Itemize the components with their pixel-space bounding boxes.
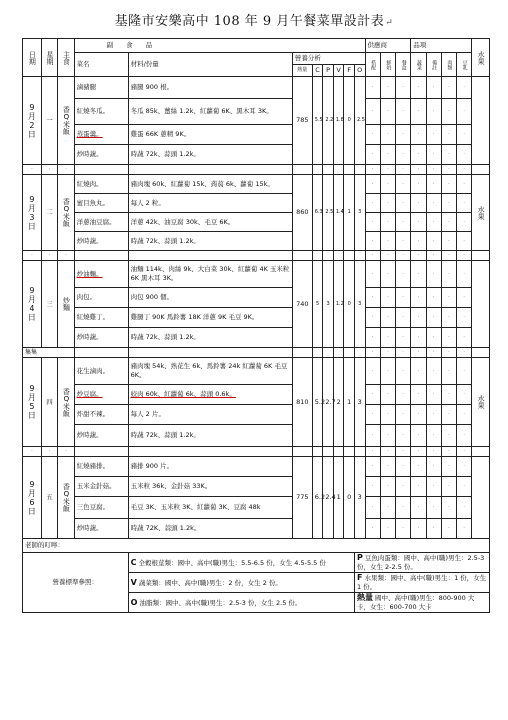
dish-ing: 時蔬 72k、蒜頭 1.2k。 bbox=[128, 328, 292, 348]
menu-table: 日期 星期 主食 副 食 品 供應商 品項 水果 菜名 材料/份量 營養分析 搭配 鮮奶 餐盒 蔬菜 備註 肉類 豆乳 熱量 C P V F O 9 月 2 日 一 香Q米飯 滷豬腿 豬腿 900 根。 785 5.5 2.2 1.8 0 2.5 · · · · · · · 紅燒冬瓜。 冬瓜 85k、薑絲 1.2k、紅蘿蔔 6K、黑木耳 3K。 · · · · · · · 蒸蛋羹。 雞蛋 66K 蔥精 9K。 · · · · · · · 炒時蔬。 時蔬 72k、蒜頭 1.2k。 · · · · · · · · · · · · · · · · · 9 月 3 日 二 香Q米飯 紅燒肉。 豬肉塊 60k、紅蘿蔔 15k、蒟蒻 6k、蘿蔔 15k。 860 6.3 2.5 1.4 1 3 · · · · · · · 水果 蜜目魚丸。 每人 2 粒。 · · · · · · · 洋蔥油豆腐。 洋蔥 42k、油豆腐 30k、毛豆 6K。 · · · · · · · 炒時蔬。 時蔬 72k、蒜頭 1.2k。 · · · · · · · · · · · · · · · · · 9 月 4 日 三 炒麵 炒油麵。 油麵 114k、肉絲 9k、大白菜 30k、紅蘿蔔 4K 玉米粒 6K 黑木耳 3K。 740 5 3 1.2 0 3 · · · · · · · 肉包。 肉包 900 個。 · · · · · · · 紅燒雞丁。 雞腿丁 90K 馬鈴薯 18K 洋蔥 9K 毛豆 9K。 · · · · · · · 炒時蔬。 時蔬 72k、蒜頭 1.2k。 · · · · · · · 集集 · · · · · · · 9 月 5 日 四 香Q米飯 花生滷肉。 豬肉塊 54k、熟花生 6k、馬鈴薯 24k 紅蘿蔔 6K 毛豆 6K。 810 5.2 2.7 2 1 3 · · · · · · · 水果 炒豆腐。 絞肉 60k、紅蘿蔔 6k、蒜頭 0.6k。 · · · · · · · 炸甜不辣。 每人 2 片。 · · · · · · · 炒時蔬。 時蔬 72k、蒜頭 1.2k。 · · · · · · · · · · · · · · · · · 9 月 6 日 五 香Q米飯 紅燒豬排。 豬排 900 片。 775 6.2 2.4 1 0 3 · · · · · · · 玉米金針菇。 玉米粒 36k、金針菇 33K。 · · · · · · · 三色豆腐。 毛豆 3K、玉米粒 3K、紅蘿蔔 3K、豆腐 48k · · · · · · · 炒時蔬。 時蔬 72K、蒜頭 1.2k。 · · · · · · · 老師的叮嚀： 營養標準參照： C 全穀根莖類：國中、高中(職)男生：5.5-6.5 份，女生 4.5-5.5 份 P 豆魚肉蛋類：國中、高中(職)男生：2.5-3 份，女生 2-2.5 份。 V 蔬菜類：國中、高中(職)男生：2 份，女生 2 份。 F 水果類：國中、高中(職)男生：1 份，女生 1 份。 O 油脂類：國中、高中(職)男生：2.5-3 份，女生 2.5 份。 熱量 國中、高中(職)男生：800-900 大卡，女生：600-700 大卡 bbox=[22, 38, 490, 613]
header-weekday: 星期 bbox=[41, 39, 57, 77]
dish-ing: 肉包 900 個。 bbox=[128, 288, 292, 308]
header-small-7: 豆乳 bbox=[457, 53, 472, 77]
header-nutrition: 營養分析 bbox=[292, 53, 365, 65]
header-staple: 主食 bbox=[58, 39, 74, 77]
day5-f: 0 bbox=[344, 457, 355, 539]
dish-name: 紅燒雞丁。 bbox=[74, 308, 128, 328]
day2-o: 3 bbox=[354, 175, 365, 251]
header-small-1: 搭配 bbox=[365, 53, 380, 77]
header-supplier: 供應商 bbox=[365, 39, 411, 53]
day2-c: 6.3 bbox=[312, 175, 323, 251]
dish-ing: 時蔬 72k、蒜頭 1.2k。 bbox=[128, 145, 292, 165]
header-calories: 熱量 bbox=[292, 65, 312, 77]
day5-weekday: 五 bbox=[41, 457, 57, 539]
dish-name: 玉米金針菇。 bbox=[74, 477, 128, 497]
header-date: 日期 bbox=[23, 39, 42, 77]
day2-fruit: 水果 bbox=[472, 175, 490, 251]
dish-ing: 絞肉 60k、紅蘿蔔 6k、蒜頭 0.6k。 bbox=[128, 385, 292, 405]
header-c: C bbox=[312, 65, 323, 77]
day5-p: 2.4 bbox=[323, 457, 334, 539]
header-dish-name: 菜名 bbox=[74, 53, 128, 77]
day4-v: 2 bbox=[333, 358, 344, 447]
dish-ing: 時蔬 72k、蒜頭 1.2k。 bbox=[128, 232, 292, 251]
dish-name: 三色豆腐。 bbox=[74, 497, 128, 519]
day2-calories: 860 bbox=[292, 175, 312, 251]
standard-o: O 油脂類：國中、高中(職)男生：2.5-3 份，女生 2.5 份。 bbox=[128, 593, 354, 613]
dish-name: 紅燒豬排。 bbox=[74, 457, 128, 477]
dish-ing: 時蔬 72k、蒜頭 1.2k。 bbox=[128, 425, 292, 447]
day2-staple: 香Q米飯 bbox=[58, 175, 74, 251]
day2-f: 1 bbox=[344, 175, 355, 251]
day4-calories: 810 bbox=[292, 358, 312, 447]
dish-ing: 每人 2 片。 bbox=[128, 405, 292, 425]
day1-date: 9 月 2 日 bbox=[23, 77, 42, 165]
dish-name: 炒時蔬。 bbox=[74, 232, 128, 251]
day5-o: 3 bbox=[354, 457, 365, 539]
header-o: O bbox=[354, 65, 365, 77]
dish-ing: 洋蔥 42k、油豆腐 30k、毛豆 6K。 bbox=[128, 213, 292, 232]
dish-name: 炒油麵。 bbox=[74, 261, 128, 288]
day3-calories: 740 bbox=[292, 261, 312, 348]
dish-name: 紅燒肉。 bbox=[74, 175, 128, 194]
paragraph-mark: ↵ bbox=[385, 18, 394, 28]
day3-p: 3 bbox=[323, 261, 334, 348]
title-text: 基隆市安樂高中 108 年 9 月午餐菜單設計表 bbox=[114, 14, 385, 29]
day3-date: 9 月 4 日 bbox=[23, 261, 42, 348]
dish-name: 滷豬腿 bbox=[74, 77, 128, 99]
separator-note: 集集 bbox=[23, 348, 75, 358]
header-small-4: 蔬菜 bbox=[411, 53, 426, 77]
dish-name: 炒時蔬。 bbox=[74, 145, 128, 165]
day1-p: 2.2 bbox=[323, 77, 334, 165]
dish-name: 炒豆腐。 bbox=[74, 385, 128, 405]
header-small-2: 鮮奶 bbox=[380, 53, 395, 77]
header-small-5: 備註 bbox=[426, 53, 441, 77]
day4-p: 2.7 bbox=[323, 358, 334, 447]
day4-fruit: 水果 bbox=[472, 358, 490, 447]
day2-date: 9 月 3 日 bbox=[23, 175, 42, 251]
day3-weekday: 三 bbox=[41, 261, 57, 348]
standard-calories: 熱量 國中、高中(職)男生：800-900 大卡，女生：600-700 大卡 bbox=[354, 593, 489, 613]
day4-o: 3 bbox=[354, 358, 365, 447]
day4-date: 9 月 5 日 bbox=[23, 358, 42, 447]
day4-f: 1 bbox=[344, 358, 355, 447]
day2-v: 1.4 bbox=[333, 175, 344, 251]
day1-fruit bbox=[472, 77, 490, 165]
dish-ing: 豬腿 900 根。 bbox=[128, 77, 292, 99]
day5-v: 1 bbox=[333, 457, 344, 539]
day1-row1: 9 月 2 日 一 香Q米飯 滷豬腿 豬腿 900 根。 785 5.5 2.2 1.8 0 2.5 · · · · · · · bbox=[23, 77, 490, 99]
standard-f: F 水果類：國中、高中(職)男生：1 份，女生 1 份。 bbox=[354, 573, 489, 593]
day3-fruit bbox=[472, 261, 490, 348]
header-f: F bbox=[344, 65, 355, 77]
day1-weekday: 一 bbox=[41, 77, 57, 165]
day4-c: 5.2 bbox=[312, 358, 323, 447]
day5-date: 9 月 6 日 bbox=[23, 457, 42, 539]
standard-p: P 豆魚肉蛋類：國中、高中(職)男生：2.5-3 份，女生 2-2.5 份。 bbox=[354, 553, 489, 573]
dish-name: 炒時蔬。 bbox=[74, 328, 128, 348]
dish-ing: 每人 2 粒。 bbox=[128, 194, 292, 213]
day4-staple: 香Q米飯 bbox=[58, 358, 74, 447]
header-p: P bbox=[323, 65, 334, 77]
dish-ing: 豬肉塊 54k、熟花生 6k、馬鈴薯 24k 紅蘿蔔 6K 毛豆 6K。 bbox=[128, 358, 292, 385]
dish-name: 紅燒冬瓜。 bbox=[74, 99, 128, 125]
dish-name: 洋蔥油豆腐。 bbox=[74, 213, 128, 232]
standards-label: 營養標準參照： bbox=[23, 553, 129, 613]
day3-o: 3 bbox=[354, 261, 365, 348]
day1-o: 2.5 bbox=[354, 77, 365, 165]
day3-staple: 炒麵 bbox=[58, 261, 74, 348]
day5-fruit bbox=[472, 457, 490, 539]
dish-ing: 雞蛋 66K 蔥精 9K。 bbox=[128, 125, 292, 145]
dish-name: 炒時蔬。 bbox=[74, 519, 128, 539]
dish-name: 炒時蔬。 bbox=[74, 425, 128, 447]
day1-c: 5.5 bbox=[312, 77, 323, 165]
day3-c: 5 bbox=[312, 261, 323, 348]
header-fruit: 水果 bbox=[472, 39, 490, 77]
dish-ing: 油麵 114k、肉絲 9k、大白菜 30k、紅蘿蔔 4K 玉米粒 6K 黑木耳 3K。 bbox=[128, 261, 292, 288]
day1-staple: 香Q米飯 bbox=[58, 77, 74, 165]
page-title bbox=[0, 10, 508, 29]
day1-v: 1.8 bbox=[333, 77, 344, 165]
day5-calories: 775 bbox=[292, 457, 312, 539]
standard-c: C 全穀根莖類：國中、高中(職)男生：5.5-6.5 份，女生 4.5-5.5 份 bbox=[128, 553, 354, 573]
dish-ing: 毛豆 3K、玉米粒 3K、紅蘿蔔 3K、豆腐 48k bbox=[128, 497, 292, 519]
header-ingredients: 材料/份量 bbox=[128, 53, 292, 77]
header-side-dishes: 副 食 品 bbox=[74, 39, 365, 53]
day3-f: 0 bbox=[344, 261, 355, 348]
header-v: V bbox=[333, 65, 344, 77]
header-small-3: 餐盒 bbox=[396, 53, 411, 77]
dish-name: 蜜目魚丸。 bbox=[74, 194, 128, 213]
day3-v: 1.2 bbox=[333, 261, 344, 348]
dish-name: 花生滷肉。 bbox=[74, 358, 128, 385]
dish-name: 蒸蛋羹。 bbox=[74, 125, 128, 145]
dish-ing: 豬排 900 片。 bbox=[128, 457, 292, 477]
header-item: 品項 bbox=[411, 39, 472, 53]
standard-v: V 蔬菜類：國中、高中(職)男生：2 份，女生 2 份。 bbox=[128, 573, 354, 593]
dish-ing: 冬瓜 85k、薑絲 1.2k、紅蘿蔔 6K、黑木耳 3K。 bbox=[128, 99, 292, 125]
day1-f: 0 bbox=[344, 77, 355, 165]
day2-p: 2.5 bbox=[323, 175, 334, 251]
dish-ing: 豬肉塊 60k、紅蘿蔔 15k、蒟蒻 6k、蘿蔔 15k。 bbox=[128, 175, 292, 194]
day5-c: 6.2 bbox=[312, 457, 323, 539]
day5-staple: 香Q米飯 bbox=[58, 457, 74, 539]
dish-name: 肉包。 bbox=[74, 288, 128, 308]
dish-ing: 玉米粒 36k、金針菇 33K。 bbox=[128, 477, 292, 497]
teacher-note: 老師的叮嚀： bbox=[23, 539, 490, 553]
day1-calories: 785 bbox=[292, 77, 312, 165]
header-small-6: 肉類 bbox=[441, 53, 456, 77]
day2-weekday: 二 bbox=[41, 175, 57, 251]
day4-weekday: 四 bbox=[41, 358, 57, 447]
dish-ing: 雞腿丁 90K 馬鈴薯 18K 洋蔥 9K 毛豆 9K。 bbox=[128, 308, 292, 328]
dish-ing: 時蔬 72K、蒜頭 1.2k。 bbox=[128, 519, 292, 539]
dish-name: 炸甜不辣。 bbox=[74, 405, 128, 425]
